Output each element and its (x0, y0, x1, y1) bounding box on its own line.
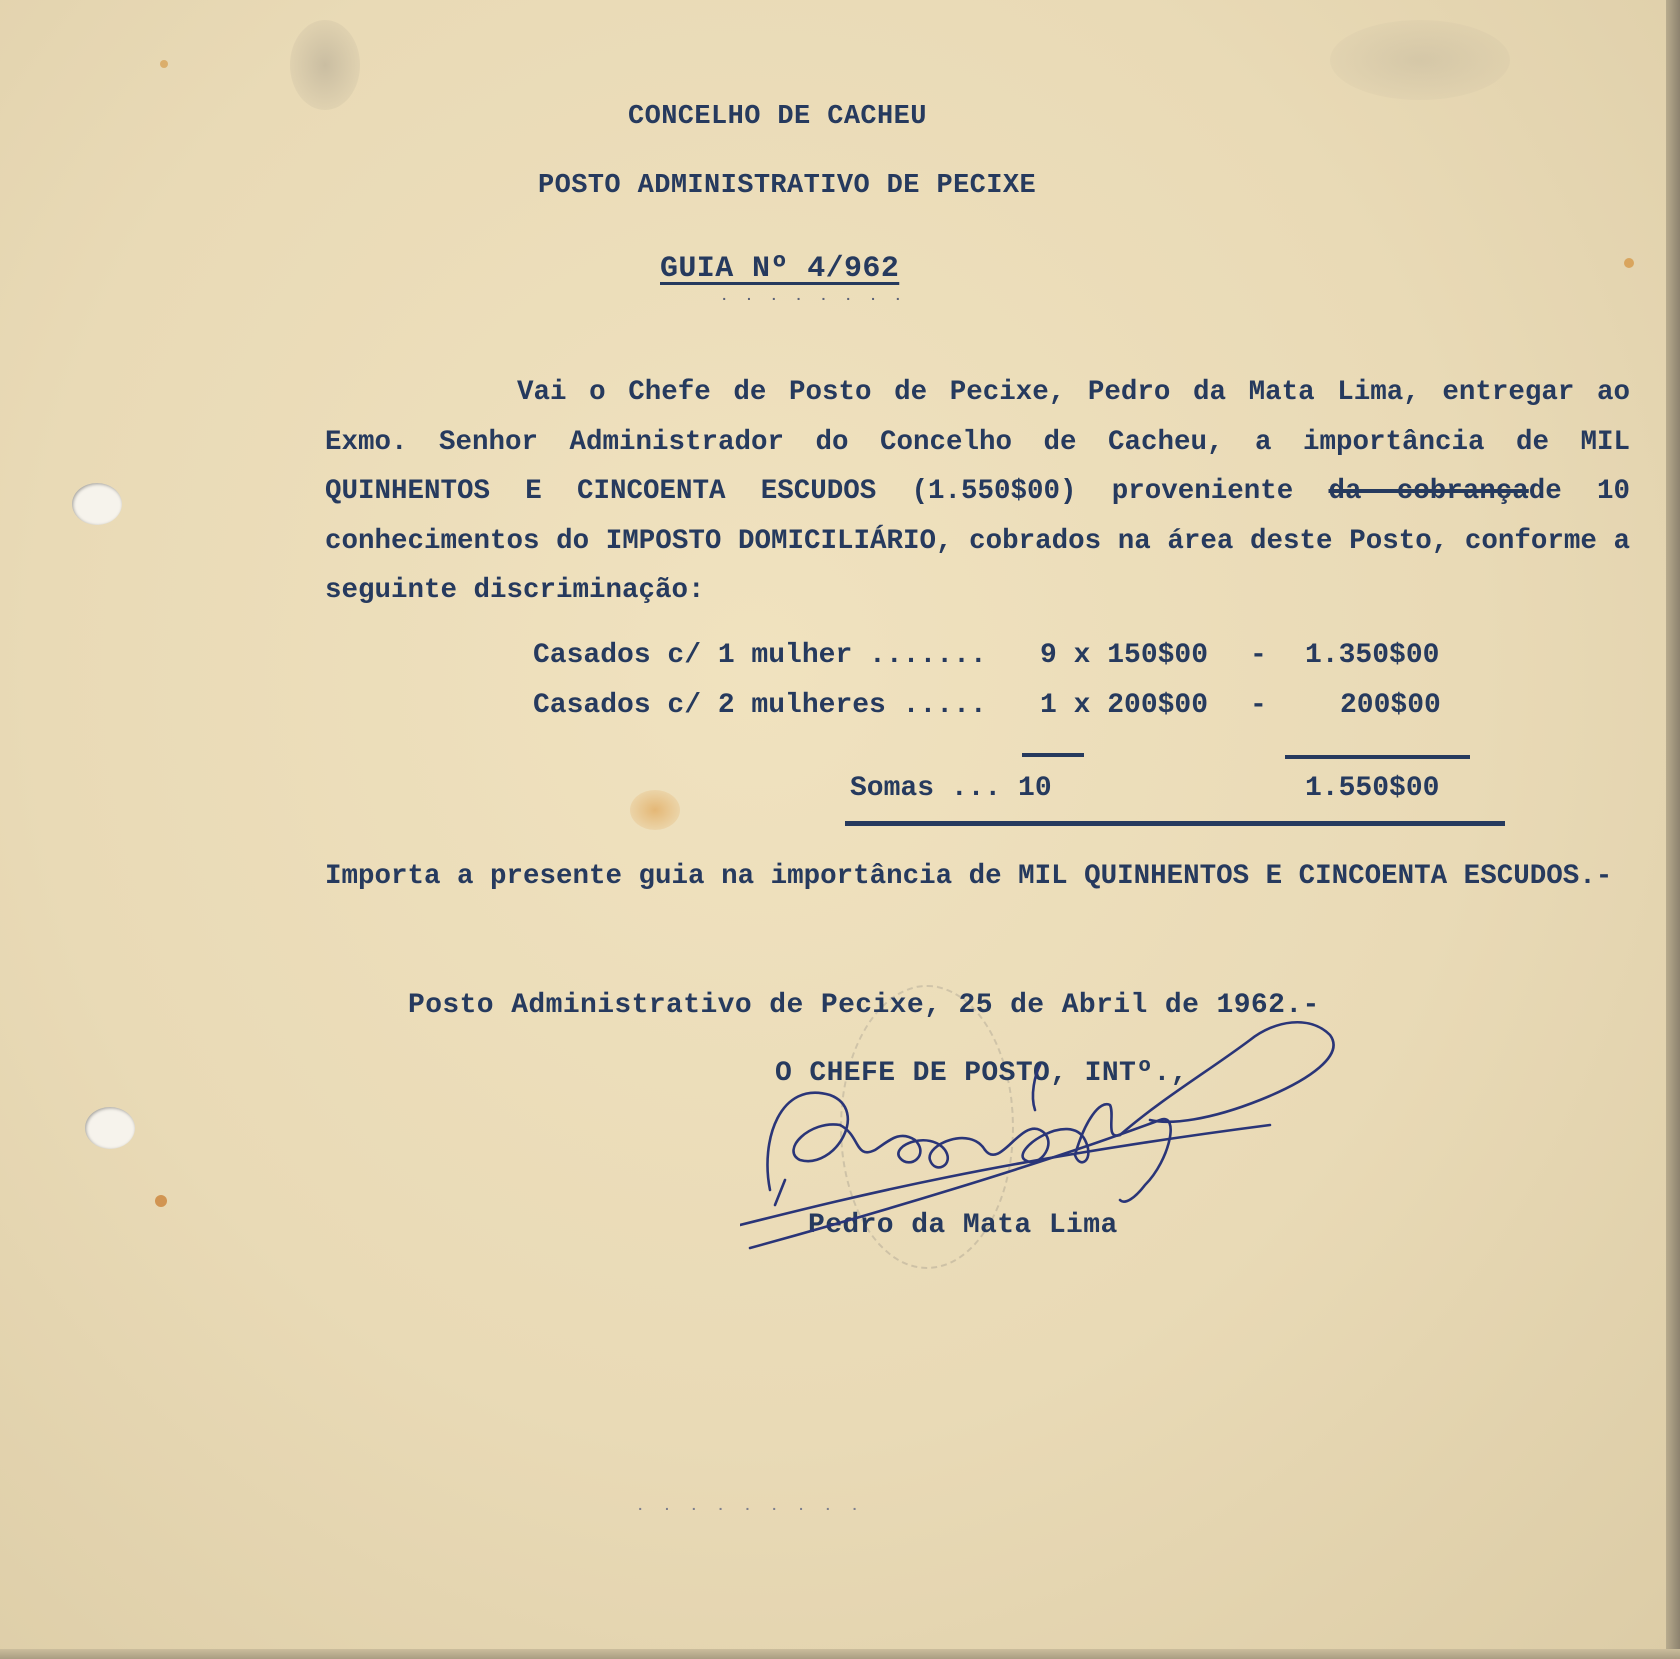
smudge-top (290, 20, 360, 110)
rust-spot-top (160, 60, 168, 68)
body-text-a: Vai o Chefe de Posto de Pecixe, Pedro da Mata Lima, entregar ao Exmo. Senhor Administrador do Concelho de Cacheu, a importância de MIL QUINHENTOS E CINCOENTA ESCUDOS (1.550$00) proveniente (325, 377, 1630, 507)
amount-sum-rule (1285, 755, 1470, 759)
row-2-label: Casados c/ 2 mulheres ..... (533, 690, 987, 721)
decorative-dots-bottom: · · · · · · · · · (636, 1502, 864, 1518)
body-text-b: de 10 conhecimentos do IMPOSTO DOMICILIÁRIO, cobrados na área deste Posto, conforme a seguinte discriminação: (325, 476, 1631, 606)
punch-hole-lower (85, 1107, 135, 1149)
row-2-dash: - (1250, 690, 1267, 721)
row-1-label: Casados c/ 1 mulher ....... (533, 640, 987, 671)
page-edge-right (1666, 0, 1680, 1659)
row-1-qty: 9 x 150$00 (1040, 640, 1209, 671)
row-2-amount: 200$00 (1340, 690, 1441, 721)
heading-guia: GUIA Nº 4/962 (660, 252, 900, 286)
total-underline (845, 821, 1505, 826)
decorative-dots: · · · · · · · · (720, 292, 907, 308)
rust-spot-left (155, 1195, 167, 1207)
rust-spot-right (1624, 258, 1634, 268)
signer-name: Pedro da Mata Lima (808, 1210, 1118, 1241)
rust-stain (630, 790, 680, 830)
struck-text: da cobrança (1328, 476, 1529, 507)
signer-title: O CHEFE DE POSTO, INTº., (775, 1058, 1188, 1089)
total-amount: 1.550$00 (1305, 773, 1440, 804)
row-1-amount: 1.350$00 (1305, 640, 1440, 671)
heading-posto: POSTO ADMINISTRATIVO DE PECIXE (538, 171, 1037, 201)
smudge-top-right (1330, 20, 1510, 100)
row-1-dash: - (1250, 640, 1267, 671)
heading-concelho: CONCELHO DE CACHEU (628, 102, 927, 132)
total-label: Somas ... 10 (850, 773, 1052, 804)
punch-hole-upper (72, 483, 122, 525)
place-date: Posto Administrativo de Pecixe, 25 de Abril de 1962.- (408, 990, 1320, 1021)
page-edge-bottom (0, 1649, 1680, 1659)
closing-paragraph: Importa a presente guia na importância de MIL QUINHENTOS E CINCOENTA ESCUDOS.- (325, 861, 1613, 892)
handwritten-signature (740, 1000, 1360, 1270)
row-2-qty: 1 x 200$00 (1040, 690, 1209, 721)
qty-sum-rule (1022, 753, 1084, 757)
body-paragraph (325, 368, 1630, 616)
